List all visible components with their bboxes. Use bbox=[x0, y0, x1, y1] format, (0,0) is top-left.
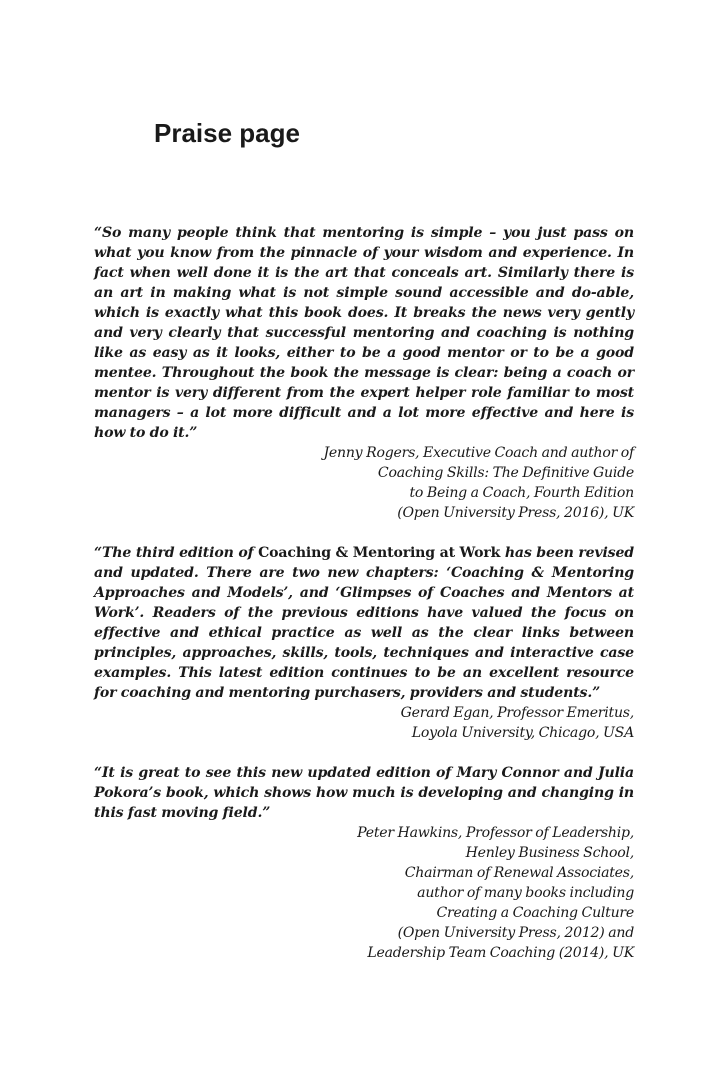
praise-quote bbox=[94, 543, 634, 703]
praise-quote: “So many people think that mentoring is simple – you just pass on what you know from the pinnacle of your wisdom and experience. In fact when well done it is the art that conceals art. Similarly there is an art in making what is not simple sound accessible and do-able, which is exactly what this book does. It breaks the news very gently and very clearly that successful mentoring and coaching is nothing like as easy as it looks, either to be a good mentor or to be a good mentee. Throughout the book the message is clear: being a coach or mentor is very different from the expert helper role familiar to most managers – a lot more difficult and a lot more effective and here is how to do it.” bbox=[94, 225, 634, 441]
praise-list bbox=[94, 223, 634, 983]
quote-text: has been revised and updated. There are two new chapters: ‘Coaching & Mentoring Approaches and Models’, and ‘Glimpses of Coaches and Mentors at Work’. Readers of the previous editions have valued the focus on effective and ethical practice as well as the clear links between principles, approaches, skills, tools, techniques and interactive case examples. This latest edition continues to be an excellent resource for coaching and mentoring purchasers, providers and students.” bbox=[94, 545, 634, 701]
praise-item-hawkins bbox=[94, 763, 634, 963]
attribution-line: Peter Hawkins, Professor of Leadership, bbox=[357, 825, 634, 841]
book-title: Coaching & Mentoring at Work bbox=[258, 545, 501, 561]
attribution-line: to Being a Coach, Fourth Edition bbox=[409, 485, 634, 501]
praise-item-rogers bbox=[94, 223, 634, 523]
attribution-line: Leadership Team Coaching (2014), UK bbox=[367, 945, 634, 961]
praise-attribution bbox=[94, 443, 634, 523]
attribution-line: (Open University Press, 2016), UK bbox=[397, 505, 634, 521]
attribution-line: Chairman of Renewal Associates, bbox=[404, 865, 634, 881]
attribution-line: Henley Business School, bbox=[465, 845, 634, 861]
page-title: Praise page bbox=[154, 118, 300, 148]
praise-attribution bbox=[94, 823, 634, 963]
attribution-line: Gerard Egan, Professor Emeritus, bbox=[400, 705, 634, 721]
praise-item-egan bbox=[94, 543, 634, 743]
attribution-line: Coaching Skills: The Definitive Guide bbox=[377, 465, 634, 481]
attribution-line: Loyola University, Chicago, USA bbox=[411, 725, 634, 741]
praise-quote: “It is great to see this new updated edition of Mary Connor and Julia Pokora’s book, which shows how much is developing and changing in this fast moving field.” bbox=[94, 765, 634, 821]
attribution-line: (Open University Press, 2012) and bbox=[397, 925, 634, 941]
attribution-line: author of many books including bbox=[417, 885, 634, 901]
attribution-line: Jenny Rogers, Executive Coach and author of bbox=[323, 445, 634, 461]
quote-text: “The third edition of bbox=[94, 545, 259, 561]
attribution-line: Creating a Coaching Culture bbox=[436, 905, 634, 921]
praise-attribution bbox=[94, 703, 634, 743]
